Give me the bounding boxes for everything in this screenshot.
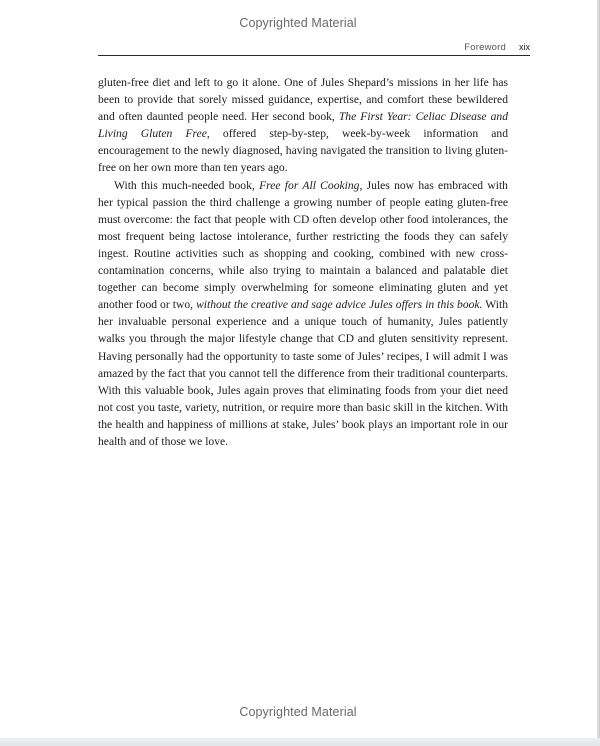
copyright-watermark-bottom: Copyrighted Material bbox=[239, 705, 357, 719]
paragraph-2-text-c: With her invaluable personal experience and a unique touch of humanity, Jules patiently walks you through the major lifestyle change that CD and gluten sensitivity represent. Having personally had the opportunity to taste some of Jules’ recipes, I will admit I was amazed by the fact that you cannot tell the difference from their traditional counterparts. With this valuable book, Jules again proves that eliminating foods from your diet need not cost you taste, variety, nutrition, or require more than basic skill in the kitchen. With the health and happiness of millions at stake, Jules’ book plays an important role in our health and of those we love. bbox=[98, 298, 508, 448]
copyright-watermark-top: Copyrighted Material bbox=[239, 16, 357, 30]
body-text bbox=[98, 74, 508, 450]
paragraph-1-text: gluten-free diet and left to go it alone. One of Jules Shepard’s missions in her life has been to provide that sorely missed guidance, expertise, and comfort these bewildered and often daunted people need. Her second book, bbox=[98, 76, 508, 124]
paragraph-2-text-a: With this much-needed book, bbox=[114, 178, 260, 192]
paragraph-1-text-end: , offered step-by-step, week-by-week information and encouragement to the newly diagnosed, having navigated the transition to living gluten-free on her own more than ten years ago. bbox=[98, 127, 508, 175]
book-title-italic-2: Free for All Cooking bbox=[259, 178, 360, 192]
page-bottom-edge bbox=[0, 738, 600, 746]
page-number: xix bbox=[519, 42, 530, 52]
running-head bbox=[98, 41, 530, 56]
paragraph-2-text-b: , Jules now has embraced with her typical passion the third challenge a growing number of people eating gluten-free must overcome: the fact that people with CD often develop other food intolerances, the most frequent being lactose intolerance, further restricting the foods they can safely ingest. Routine activities such as shopping and cooking, combined with new cross-contamination concerns, while also trying to maintain a balanced and palatable diet together can become simply overwhelming for someone eliminating gluten and yet another food or two, bbox=[98, 178, 508, 312]
running-head-section: Foreword bbox=[464, 42, 506, 53]
book-title-italic: The First Year: Celiac Disease and Living Gluten Free bbox=[98, 110, 508, 141]
emphasis-italic: without the creative and sage advice Jules offers in this book. bbox=[196, 298, 483, 312]
paragraph-2 bbox=[98, 177, 508, 451]
paragraph-1 bbox=[98, 74, 508, 177]
